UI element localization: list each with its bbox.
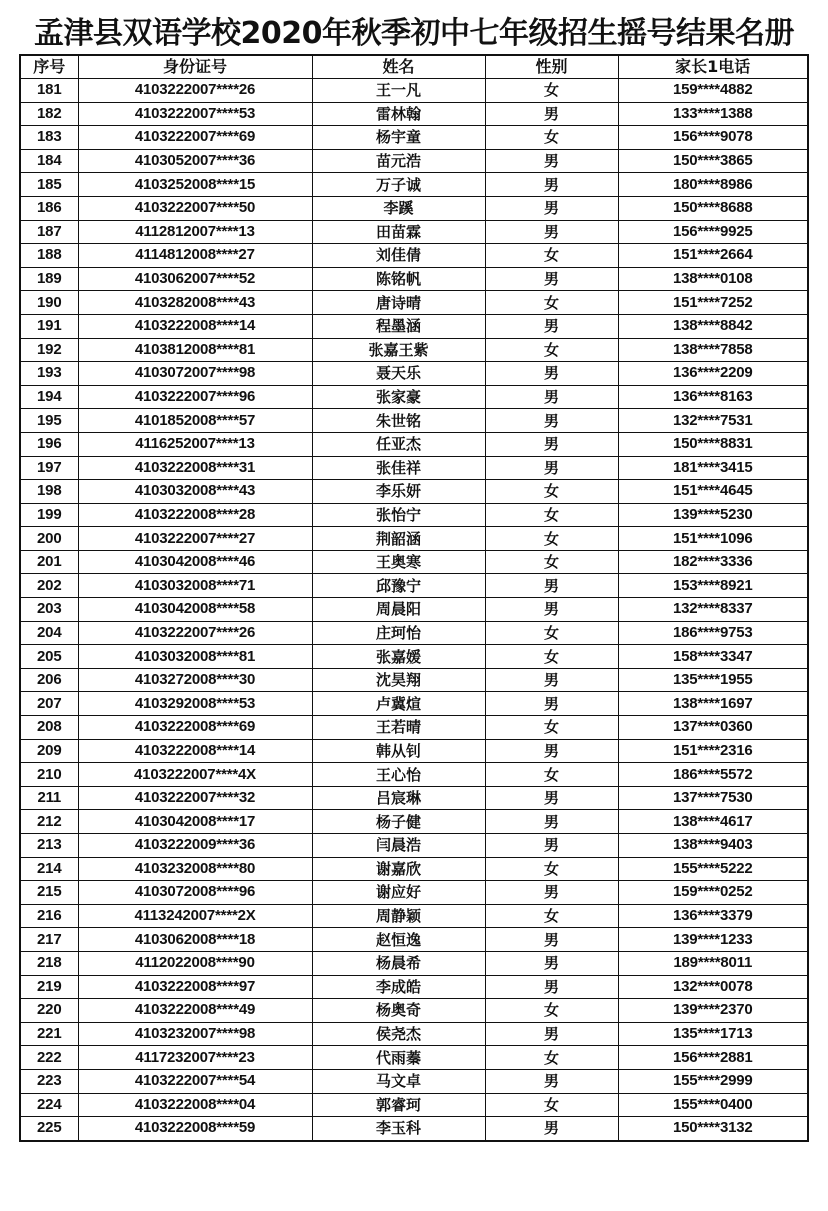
table-row (20, 904, 808, 928)
cell-phone: 155****2999 (618, 1069, 808, 1093)
cell-gender: 男 (485, 149, 618, 173)
cell-id-number: 4116252007****13 (78, 432, 312, 456)
cell-gender: 男 (485, 314, 618, 338)
cell-gender: 女 (485, 244, 618, 268)
cell-phone: 181****3415 (618, 456, 808, 480)
cell-phone: 136****2209 (618, 362, 808, 386)
cell-seq: 218 (20, 951, 78, 975)
cell-name: 田苗霖 (312, 220, 485, 244)
cell-gender: 男 (485, 1069, 618, 1093)
cell-id-number: 4103062007****52 (78, 267, 312, 291)
table-row (20, 928, 808, 952)
cell-gender: 男 (485, 385, 618, 409)
cell-phone: 158****3347 (618, 645, 808, 669)
cell-phone: 139****5230 (618, 503, 808, 527)
table-row (20, 1069, 808, 1093)
cell-gender: 男 (485, 810, 618, 834)
cell-id-number: 4103222007****69 (78, 126, 312, 150)
table-row (20, 291, 808, 315)
cell-id-number: 4103222007****27 (78, 527, 312, 551)
cell-id-number: 4103032008****43 (78, 480, 312, 504)
cell-phone: 138****7858 (618, 338, 808, 362)
table-row (20, 999, 808, 1023)
table-row (20, 456, 808, 480)
cell-gender: 男 (485, 881, 618, 905)
cell-gender: 男 (485, 574, 618, 598)
table-row (20, 668, 808, 692)
cell-seq: 185 (20, 173, 78, 197)
table-body (20, 79, 808, 1141)
table-row (20, 1093, 808, 1117)
cell-id-number: 4103222007****53 (78, 102, 312, 126)
cell-id-number: 4103222007****96 (78, 385, 312, 409)
cell-id-number: 4103222007****4X (78, 763, 312, 787)
cell-id-number: 4103232008****80 (78, 857, 312, 881)
cell-name: 庄珂怡 (312, 621, 485, 645)
cell-seq: 209 (20, 739, 78, 763)
table-row (20, 951, 808, 975)
cell-phone: 151****2664 (618, 244, 808, 268)
cell-gender: 女 (485, 79, 618, 103)
table-row (20, 857, 808, 881)
cell-seq: 197 (20, 456, 78, 480)
table-row (20, 314, 808, 338)
cell-name: 杨晨希 (312, 951, 485, 975)
table-row (20, 244, 808, 268)
cell-id-number: 4103042008****46 (78, 550, 312, 574)
cell-gender: 女 (485, 645, 618, 669)
cell-phone: 180****8986 (618, 173, 808, 197)
cell-phone: 139****2370 (618, 999, 808, 1023)
cell-gender: 男 (485, 598, 618, 622)
cell-phone: 159****4882 (618, 79, 808, 103)
cell-gender: 男 (485, 834, 618, 858)
cell-gender: 女 (485, 763, 618, 787)
cell-name: 王奥寒 (312, 550, 485, 574)
table-row (20, 173, 808, 197)
cell-phone: 151****1096 (618, 527, 808, 551)
cell-phone: 156****2881 (618, 1046, 808, 1070)
table-row (20, 621, 808, 645)
cell-name: 周晨阳 (312, 598, 485, 622)
table-row (20, 598, 808, 622)
cell-phone: 133****1388 (618, 102, 808, 126)
cell-id-number: 4103222009****36 (78, 834, 312, 858)
table-row (20, 574, 808, 598)
table-row (20, 338, 808, 362)
cell-phone: 156****9078 (618, 126, 808, 150)
table-row (20, 810, 808, 834)
cell-seq: 182 (20, 102, 78, 126)
column-header-phone: 家长1电话 (618, 55, 808, 79)
cell-phone: 182****3336 (618, 550, 808, 574)
cell-seq: 201 (20, 550, 78, 574)
cell-phone: 159****0252 (618, 881, 808, 905)
cell-gender: 女 (485, 621, 618, 645)
cell-name: 韩从钊 (312, 739, 485, 763)
table-row (20, 1046, 808, 1070)
cell-name: 李蹊 (312, 196, 485, 220)
cell-id-number: 4112022008****90 (78, 951, 312, 975)
cell-phone: 136****3379 (618, 904, 808, 928)
cell-gender: 男 (485, 1022, 618, 1046)
cell-name: 闫晨浩 (312, 834, 485, 858)
table-row (20, 126, 808, 150)
cell-gender: 男 (485, 668, 618, 692)
cell-phone: 151****4645 (618, 480, 808, 504)
cell-phone: 132****8337 (618, 598, 808, 622)
cell-seq: 223 (20, 1069, 78, 1093)
cell-name: 雷林翰 (312, 102, 485, 126)
cell-name: 邱豫宁 (312, 574, 485, 598)
table-row (20, 79, 808, 103)
cell-gender: 女 (485, 1093, 618, 1117)
cell-phone: 138****1697 (618, 692, 808, 716)
cell-seq: 193 (20, 362, 78, 386)
cell-seq: 220 (20, 999, 78, 1023)
cell-id-number: 4103222008****14 (78, 739, 312, 763)
cell-name: 赵恒逸 (312, 928, 485, 952)
table-row (20, 196, 808, 220)
cell-id-number: 4114812008****27 (78, 244, 312, 268)
cell-name: 张怡宁 (312, 503, 485, 527)
cell-phone: 132****0078 (618, 975, 808, 999)
cell-gender: 女 (485, 1046, 618, 1070)
cell-phone: 150****8688 (618, 196, 808, 220)
cell-seq: 221 (20, 1022, 78, 1046)
cell-name: 代雨蓁 (312, 1046, 485, 1070)
cell-seq: 207 (20, 692, 78, 716)
cell-id-number: 4103222007****54 (78, 1069, 312, 1093)
cell-seq: 205 (20, 645, 78, 669)
cell-phone: 150****3132 (618, 1117, 808, 1141)
cell-id-number: 4113242007****2X (78, 904, 312, 928)
cell-phone: 153****8921 (618, 574, 808, 598)
cell-seq: 212 (20, 810, 78, 834)
column-header-seq: 序号 (20, 55, 78, 79)
cell-name: 张佳祥 (312, 456, 485, 480)
cell-id-number: 4103272008****30 (78, 668, 312, 692)
cell-name: 郭睿珂 (312, 1093, 485, 1117)
cell-seq: 206 (20, 668, 78, 692)
cell-gender: 女 (485, 126, 618, 150)
cell-seq: 217 (20, 928, 78, 952)
cell-id-number: 4103032008****81 (78, 645, 312, 669)
cell-seq: 208 (20, 716, 78, 740)
cell-phone: 136****8163 (618, 385, 808, 409)
table-row (20, 267, 808, 291)
cell-id-number: 4103042008****17 (78, 810, 312, 834)
cell-id-number: 4103282008****43 (78, 291, 312, 315)
cell-seq: 186 (20, 196, 78, 220)
table-row (20, 645, 808, 669)
cell-gender: 女 (485, 480, 618, 504)
table-row (20, 432, 808, 456)
cell-id-number: 4103222007****26 (78, 79, 312, 103)
cell-seq: 194 (20, 385, 78, 409)
cell-seq: 216 (20, 904, 78, 928)
cell-phone: 132****7531 (618, 409, 808, 433)
cell-seq: 215 (20, 881, 78, 905)
document-title: 孟津县双语学校2020年秋季初中七年级招生摇号结果名册 (34, 16, 794, 51)
cell-id-number: 4103062008****18 (78, 928, 312, 952)
cell-name: 张嘉王紫 (312, 338, 485, 362)
cell-phone: 155****0400 (618, 1093, 808, 1117)
cell-gender: 男 (485, 739, 618, 763)
column-header-gender: 性别 (485, 55, 618, 79)
cell-id-number: 4103042008****58 (78, 598, 312, 622)
cell-gender: 男 (485, 951, 618, 975)
table-row (20, 527, 808, 551)
cell-phone: 138****4617 (618, 810, 808, 834)
cell-phone: 135****1713 (618, 1022, 808, 1046)
cell-name: 张家豪 (312, 385, 485, 409)
cell-phone: 138****8842 (618, 314, 808, 338)
cell-seq: 198 (20, 480, 78, 504)
cell-phone: 155****5222 (618, 857, 808, 881)
table-row (20, 739, 808, 763)
table-row (20, 362, 808, 386)
table-row (20, 149, 808, 173)
cell-phone: 150****3865 (618, 149, 808, 173)
cell-name: 荆韶涵 (312, 527, 485, 551)
table-row (20, 786, 808, 810)
cell-name: 任亚杰 (312, 432, 485, 456)
cell-gender: 男 (485, 692, 618, 716)
cell-phone: 189****8011 (618, 951, 808, 975)
cell-seq: 195 (20, 409, 78, 433)
cell-seq: 190 (20, 291, 78, 315)
cell-id-number: 4103292008****53 (78, 692, 312, 716)
cell-name: 张嘉媛 (312, 645, 485, 669)
column-header-name: 姓名 (312, 55, 485, 79)
cell-id-number: 4103222008****04 (78, 1093, 312, 1117)
cell-seq: 213 (20, 834, 78, 858)
cell-gender: 男 (485, 409, 618, 433)
cell-phone: 151****7252 (618, 291, 808, 315)
cell-id-number: 4103222008****59 (78, 1117, 312, 1141)
table-row (20, 480, 808, 504)
cell-id-number: 4103222008****97 (78, 975, 312, 999)
table-row (20, 503, 808, 527)
cell-seq: 204 (20, 621, 78, 645)
cell-name: 吕宸琳 (312, 786, 485, 810)
cell-gender: 男 (485, 432, 618, 456)
cell-phone: 151****2316 (618, 739, 808, 763)
cell-gender: 女 (485, 291, 618, 315)
table-row (20, 385, 808, 409)
cell-id-number: 4103072008****96 (78, 881, 312, 905)
table-row (20, 220, 808, 244)
cell-name: 朱世铭 (312, 409, 485, 433)
cell-seq: 210 (20, 763, 78, 787)
cell-id-number: 4103812008****81 (78, 338, 312, 362)
cell-name: 王心怡 (312, 763, 485, 787)
cell-gender: 男 (485, 928, 618, 952)
cell-gender: 男 (485, 975, 618, 999)
cell-seq: 214 (20, 857, 78, 881)
enrollment-roster-table (19, 54, 809, 1142)
cell-phone: 186****9753 (618, 621, 808, 645)
cell-name: 马文卓 (312, 1069, 485, 1093)
cell-id-number: 4103222008****69 (78, 716, 312, 740)
cell-gender: 女 (485, 999, 618, 1023)
table-row (20, 763, 808, 787)
cell-gender: 男 (485, 1117, 618, 1141)
cell-id-number: 4103222008****28 (78, 503, 312, 527)
cell-name: 程墨涵 (312, 314, 485, 338)
cell-id-number: 4103232007****98 (78, 1022, 312, 1046)
cell-gender: 男 (485, 196, 618, 220)
cell-id-number: 4103252008****15 (78, 173, 312, 197)
cell-phone: 138****0108 (618, 267, 808, 291)
cell-gender: 女 (485, 904, 618, 928)
cell-id-number: 4103222008****14 (78, 314, 312, 338)
cell-phone: 139****1233 (618, 928, 808, 952)
table-row (20, 716, 808, 740)
cell-gender: 男 (485, 456, 618, 480)
cell-gender: 男 (485, 362, 618, 386)
cell-phone: 137****0360 (618, 716, 808, 740)
cell-name: 谢应好 (312, 881, 485, 905)
cell-phone: 138****9403 (618, 834, 808, 858)
cell-seq: 184 (20, 149, 78, 173)
table-row (20, 881, 808, 905)
cell-seq: 199 (20, 503, 78, 527)
cell-id-number: 4117232007****23 (78, 1046, 312, 1070)
cell-gender: 女 (485, 550, 618, 574)
table-row (20, 692, 808, 716)
cell-name: 李玉科 (312, 1117, 485, 1141)
column-header-id: 身份证号 (78, 55, 312, 79)
table-row (20, 409, 808, 433)
cell-seq: 196 (20, 432, 78, 456)
cell-name: 杨奥奇 (312, 999, 485, 1023)
table-row (20, 102, 808, 126)
cell-gender: 女 (485, 716, 618, 740)
cell-gender: 男 (485, 786, 618, 810)
cell-name: 侯尧杰 (312, 1022, 485, 1046)
table-row (20, 1022, 808, 1046)
cell-seq: 202 (20, 574, 78, 598)
cell-gender: 男 (485, 102, 618, 126)
table-row (20, 550, 808, 574)
cell-seq: 181 (20, 79, 78, 103)
table-row (20, 975, 808, 999)
cell-gender: 女 (485, 338, 618, 362)
table-header-row (20, 55, 808, 79)
cell-seq: 192 (20, 338, 78, 362)
cell-seq: 203 (20, 598, 78, 622)
cell-seq: 211 (20, 786, 78, 810)
cell-name: 陈铭帆 (312, 267, 485, 291)
cell-seq: 187 (20, 220, 78, 244)
cell-phone: 135****1955 (618, 668, 808, 692)
cell-name: 王一凡 (312, 79, 485, 103)
cell-gender: 女 (485, 857, 618, 881)
cell-gender: 女 (485, 503, 618, 527)
cell-name: 万子诚 (312, 173, 485, 197)
cell-gender: 男 (485, 220, 618, 244)
table-row (20, 1117, 808, 1141)
cell-name: 聂天乐 (312, 362, 485, 386)
cell-seq: 222 (20, 1046, 78, 1070)
cell-phone: 137****7530 (618, 786, 808, 810)
cell-seq: 188 (20, 244, 78, 268)
cell-seq: 200 (20, 527, 78, 551)
cell-phone: 186****5572 (618, 763, 808, 787)
cell-name: 苗元浩 (312, 149, 485, 173)
cell-id-number: 4103222008****49 (78, 999, 312, 1023)
cell-seq: 224 (20, 1093, 78, 1117)
cell-name: 李乐妍 (312, 480, 485, 504)
cell-gender: 男 (485, 267, 618, 291)
table-row (20, 834, 808, 858)
cell-gender: 男 (485, 173, 618, 197)
cell-name: 沈昊翔 (312, 668, 485, 692)
cell-seq: 191 (20, 314, 78, 338)
cell-name: 杨子健 (312, 810, 485, 834)
cell-phone: 156****9925 (618, 220, 808, 244)
cell-name: 唐诗晴 (312, 291, 485, 315)
cell-gender: 女 (485, 527, 618, 551)
cell-id-number: 4103222007****32 (78, 786, 312, 810)
cell-id-number: 4103222007****50 (78, 196, 312, 220)
cell-name: 王若晴 (312, 716, 485, 740)
cell-id-number: 4103052007****36 (78, 149, 312, 173)
cell-phone: 150****8831 (618, 432, 808, 456)
cell-name: 周静颖 (312, 904, 485, 928)
cell-seq: 183 (20, 126, 78, 150)
cell-seq: 225 (20, 1117, 78, 1141)
cell-id-number: 4103222008****31 (78, 456, 312, 480)
cell-id-number: 4101852008****57 (78, 409, 312, 433)
cell-name: 卢冀煊 (312, 692, 485, 716)
cell-name: 谢嘉欣 (312, 857, 485, 881)
cell-id-number: 4112812007****13 (78, 220, 312, 244)
cell-seq: 219 (20, 975, 78, 999)
cell-id-number: 4103032008****71 (78, 574, 312, 598)
cell-seq: 189 (20, 267, 78, 291)
cell-name: 杨宇童 (312, 126, 485, 150)
cell-id-number: 4103072007****98 (78, 362, 312, 386)
cell-id-number: 4103222007****26 (78, 621, 312, 645)
cell-name: 刘佳倩 (312, 244, 485, 268)
cell-name: 李成皓 (312, 975, 485, 999)
